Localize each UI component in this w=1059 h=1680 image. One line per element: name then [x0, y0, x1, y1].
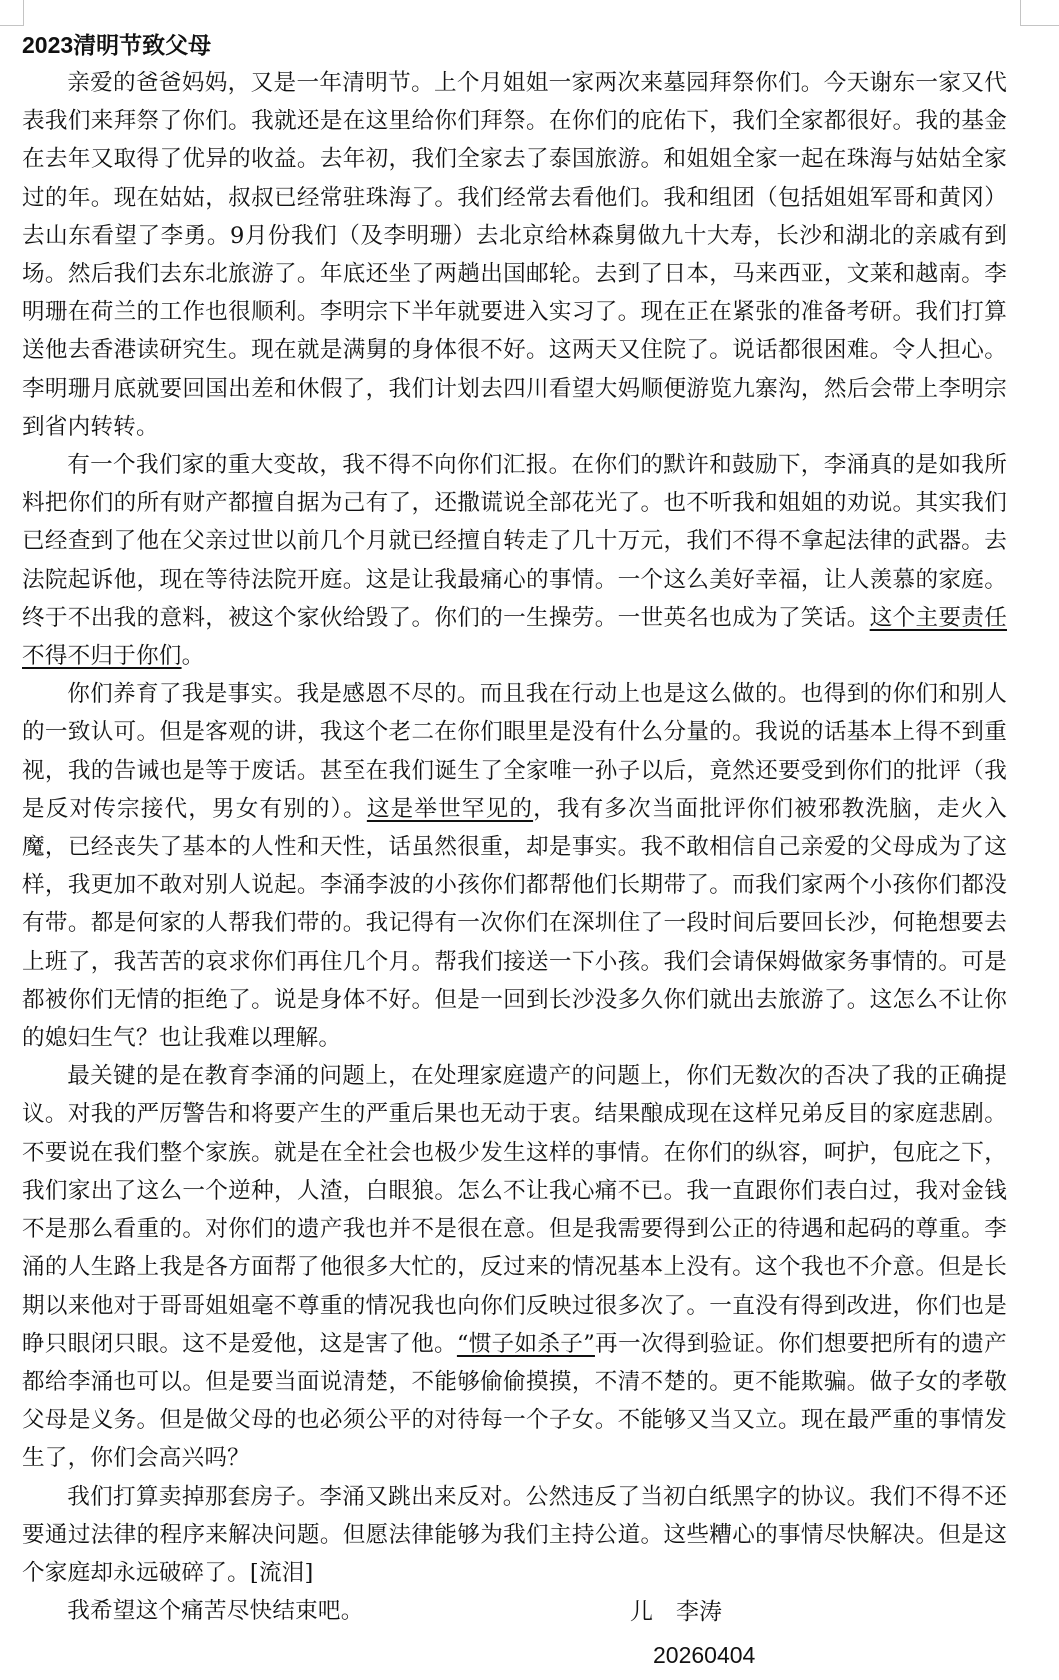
page-corner-mark-left	[0, 0, 24, 26]
text-run: ，我有多次当面批评你们被邪教洗脑，走火入魔，已经丧失了基本的人性和天性，话虽然很重，却是事实。我不敢相信自己亲爱的父母成为了这样，我更加不敢对别人说起。李涌李波的小孩你们都帮他们长期带了。而我们家两个小孩你们都没有带。都是何家的人帮我们带的。我记得有一次你们在深圳住了一段时间后要回长沙，何艳想要去上班了，我苦苦的哀求你们再住几个月。帮我们接送一下小孩。我们会请保姆做家务事情的。可是都被你们无情的拒绝了。说是身体不好。但是一回到长沙没多久你们就出去旅游了。这怎么不让你的媳妇生气？也让我难以理解。	[22, 795, 1008, 1052]
signature-date: 20260404	[653, 1642, 756, 1668]
document-page	[22, 28, 1007, 1630]
paragraph-2	[22, 446, 1007, 675]
paragraph-5	[22, 1478, 1007, 1593]
paragraph-6	[22, 1592, 1007, 1630]
text-run: 亲爱的爸爸妈妈，又是一年清明节。上个月姐姐一家两次来墓园拜祭你们。今天谢东一家又代表我们来拜祭了你们。我就还是在这里给你们拜祭。在你们的庇佑下，我们全家都很好。我的基金在去年又取得了优异的收益。去年初，我们全家去了泰国旅游。和姐姐全家一起在珠海与姑姑全家过的年。现在姑姑，叔叔已经常驻珠海了。我们经常去看他们。我和组团（包括姐姐军哥和黄冈）去山东看望了李勇。9月份我们（及李明珊）去北京给林森舅做九十大寿，长沙和湖北的亲戚有到场。然后我们去东北旅游了。年底还坐了两趟出国邮轮。去到了日本，马来西亚，文莱和越南。李明珊在荷兰的工作也很顺利。李明宗下半年就要进入实习了。现在正在紧张的准备考研。我们打算送他去香港读研究生。现在就是满舅的身体很不好。这两天又住院了。说话都很困难。令人担心。李明珊月底就要回国出差和休假了，我们计划去四川看望大妈顺便游览九寨沟，然后会带上李明宗到省内转转。	[22, 70, 1007, 440]
text-run: 再一次得到验证。你们想要把所有的遗产都给李涌也可以。但是要当面说清楚，不能够偷偷摸摸，不清不楚的。更不能欺骗。做子女的孝敬父母是义务。但是做父母的也必须公平的对待每一个子女。不能够又当又立。现在最严重的事情发生了，你们会高兴吗？	[22, 1330, 1007, 1472]
text-run: 。	[181, 643, 205, 670]
text-run: 我希望这个痛苦尽快结束吧。	[67, 1598, 364, 1625]
paragraph-3	[22, 675, 1007, 1057]
page-corner-mark-right	[1020, 0, 1059, 26]
signature: 儿 李涛	[630, 1599, 722, 1625]
document-title: 2023清明节致父母	[22, 32, 212, 58]
text-run: 你们养育了我是事实。我是感恩不尽的。而且我在行动上也是这么做的。也得到的你们和别人的一致认可。但是客观的讲，我这个老二在你们眼里是没有什么分量的。我说的话基本上得不到重视，我的告诫也是等于废话。甚至在我们诞生了全家唯一孙子以后，竟然还要受到你们的批评（我是反对传宗接代，男女有别的）。	[22, 681, 1007, 822]
underlined-text: “惯子如杀子”	[456, 1330, 595, 1357]
text-run: 我们打算卖掉那套房子。李涌又跳出来反对。公然违反了当初白纸黑字的协议。我们不得不还要通过法律的程序来解决问题。但愿法律能够为我们主持公道。这些糟心的事情尽快解决。但是这个家庭却永远破碎了。[流泪]	[22, 1483, 1007, 1586]
underlined-text: 这个主要责任不得不归于你们	[22, 604, 1007, 670]
paragraph-4	[22, 1057, 1007, 1477]
text-run: 最关键的是在教育李涌的问题上，在处理家庭遗产的问题上，你们无数次的否决了我的正确提议。对我的严厉警告和将要产生的严重后果也无动于衷。结果酿成现在这样兄弟反目的家庭悲剧。不要说在我们整个家族。就是在全社会也极少发生这样的事情。在你们的纵容，呵护，包庇之下，我们家出了这么一个逆种，人渣，白眼狼。怎么不让我心痛不已。我一直跟你们表白过，我对金钱不是那么看重的。对你们的遗产我也并不是很在意。但是我需要得到公正的待遇和起码的尊重。李涌的人生路上我是各方面帮了他很多大忙的，反过来的情况基本上没有。这个我也不介意。但是长期以来他对于哥哥姐姐毫不尊重的情况我也向你们反映过很多次了。一直没有得到改进，你们也是睁只眼闭只眼。这不是爱他，这是害了他。	[22, 1063, 1007, 1357]
underlined-text: 这是举世罕见的	[366, 795, 534, 822]
paragraph-1	[22, 64, 1007, 446]
text-run: 有一个我们家的重大变故，我不得不向你们汇报。在你们的默许和鼓励下，李涌真的是如我所料把你们的所有财产都擅自据为己有了，还撒谎说全部花光了。也不听我和姐姐的劝说。其实我们已经查到了他在父亲过世以前几个月就已经擅自转走了几十万元，我们不得不拿起法律的武器。去法院起诉他，现在等待法院开庭。这是让我最痛心的事情。一个这么美好幸福，让人羡慕的家庭。终于不出我的意料，被这个家伙给毁了。你们的一生操劳。一世英名也成为了笑话。	[22, 452, 1007, 631]
